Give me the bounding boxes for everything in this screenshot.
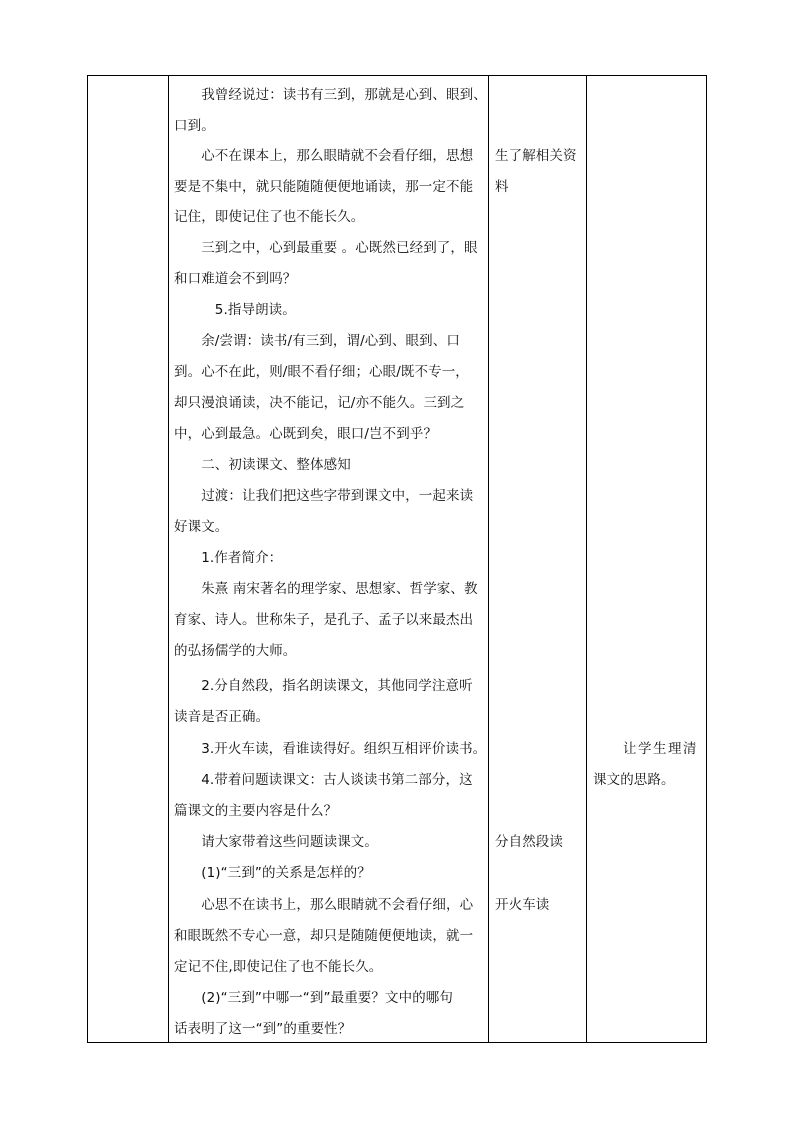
blank-column bbox=[88, 76, 168, 1042]
text-line: 篇课文的主要内容是什么？ bbox=[174, 803, 338, 819]
lesson-plan-table bbox=[87, 75, 707, 1043]
text-line: 让学生理清 bbox=[593, 741, 698, 757]
text-line: 料 bbox=[495, 179, 509, 195]
text-line: 记住，即使记住了也不能长久。 bbox=[174, 209, 365, 225]
text-line: 的弘扬儒学的大师。 bbox=[174, 643, 297, 659]
text-line: 口到。 bbox=[174, 118, 215, 134]
text-line: 1.作者简介： bbox=[174, 550, 283, 566]
text-line: 请大家带着这些问题读课文。 bbox=[174, 834, 378, 850]
text-line: 5.指导朗读。 bbox=[174, 302, 296, 318]
text-line: 开火车读 bbox=[495, 897, 550, 913]
text-line: 心思不在读书上，那么眼睛就不会看仔细，心 bbox=[174, 897, 474, 913]
text-line: (1)“三到”的关系是怎样的？ bbox=[174, 865, 371, 881]
text-line: 分自然段读 bbox=[495, 834, 563, 850]
text-line: 定记不住,即使记住了也不能长久。 bbox=[174, 959, 383, 975]
text-line: 却只漫浪诵读，决不能记，记/亦不能久。三到之 bbox=[174, 395, 465, 411]
text-line: 到。心不在此，则/眼不看仔细；心眼/既不专一， bbox=[174, 364, 469, 380]
text-line: 育家、诗人。世称朱子，是孔子、孟子以来最杰出 bbox=[174, 612, 474, 628]
teaching-process-column bbox=[168, 76, 488, 1042]
text-line: 好课文。 bbox=[174, 519, 229, 535]
text-line: 4.带着问题读课文：古人谈读书第二部分，这 bbox=[174, 772, 473, 788]
text-line: 中，心到最急。心既到矣，眼口/岂不到乎？ bbox=[174, 426, 438, 442]
text-line: 读音是否正确。 bbox=[174, 709, 270, 725]
text-line: 和口难道会不到吗？ bbox=[174, 271, 297, 287]
text-line: 心不在课本上，那么眼睛就不会看仔细，思想 bbox=[174, 148, 474, 164]
text-line: 生了解相关资 bbox=[495, 148, 577, 164]
text-line: 和眼既然不专心一意，却只是随随便便地读，就一 bbox=[174, 928, 474, 944]
text-line: 我曾经说过：读书有三到，那就是心到、眼到、 bbox=[174, 87, 487, 103]
text-line: 过渡：让我们把这些字带到课文中，一起来读 bbox=[174, 488, 474, 504]
student-activity-column bbox=[488, 76, 586, 1042]
section-heading: 二、初读课文、整体感知 bbox=[174, 457, 351, 473]
text-line: 三到之中，心到最重要 。心既然已经到了，眼 bbox=[174, 240, 478, 256]
text-line: 课文的思路。 bbox=[593, 772, 675, 788]
text-line: 要是不集中，就只能随随便便地诵读，那一定不能 bbox=[174, 179, 474, 195]
text-line: 2.分自然段，指名朗读课文，其他同学注意听 bbox=[174, 678, 473, 694]
text-line: 话表明了这一“到”的重要性？ bbox=[174, 1021, 352, 1037]
text-line: 朱熹 南宋著名的理学家、思想家、哲学家、教 bbox=[174, 581, 478, 597]
text-line: (2)“三到”中哪一“到”最重要？文中的哪句 bbox=[174, 990, 453, 1006]
design-intent-column bbox=[586, 76, 706, 1042]
text-line: 余/尝谓：读书/有三到，谓/心到、眼到、口 bbox=[174, 333, 460, 349]
text-line: 3.开火车读，看谁读得好。组织互相评价读书。 bbox=[174, 741, 487, 757]
